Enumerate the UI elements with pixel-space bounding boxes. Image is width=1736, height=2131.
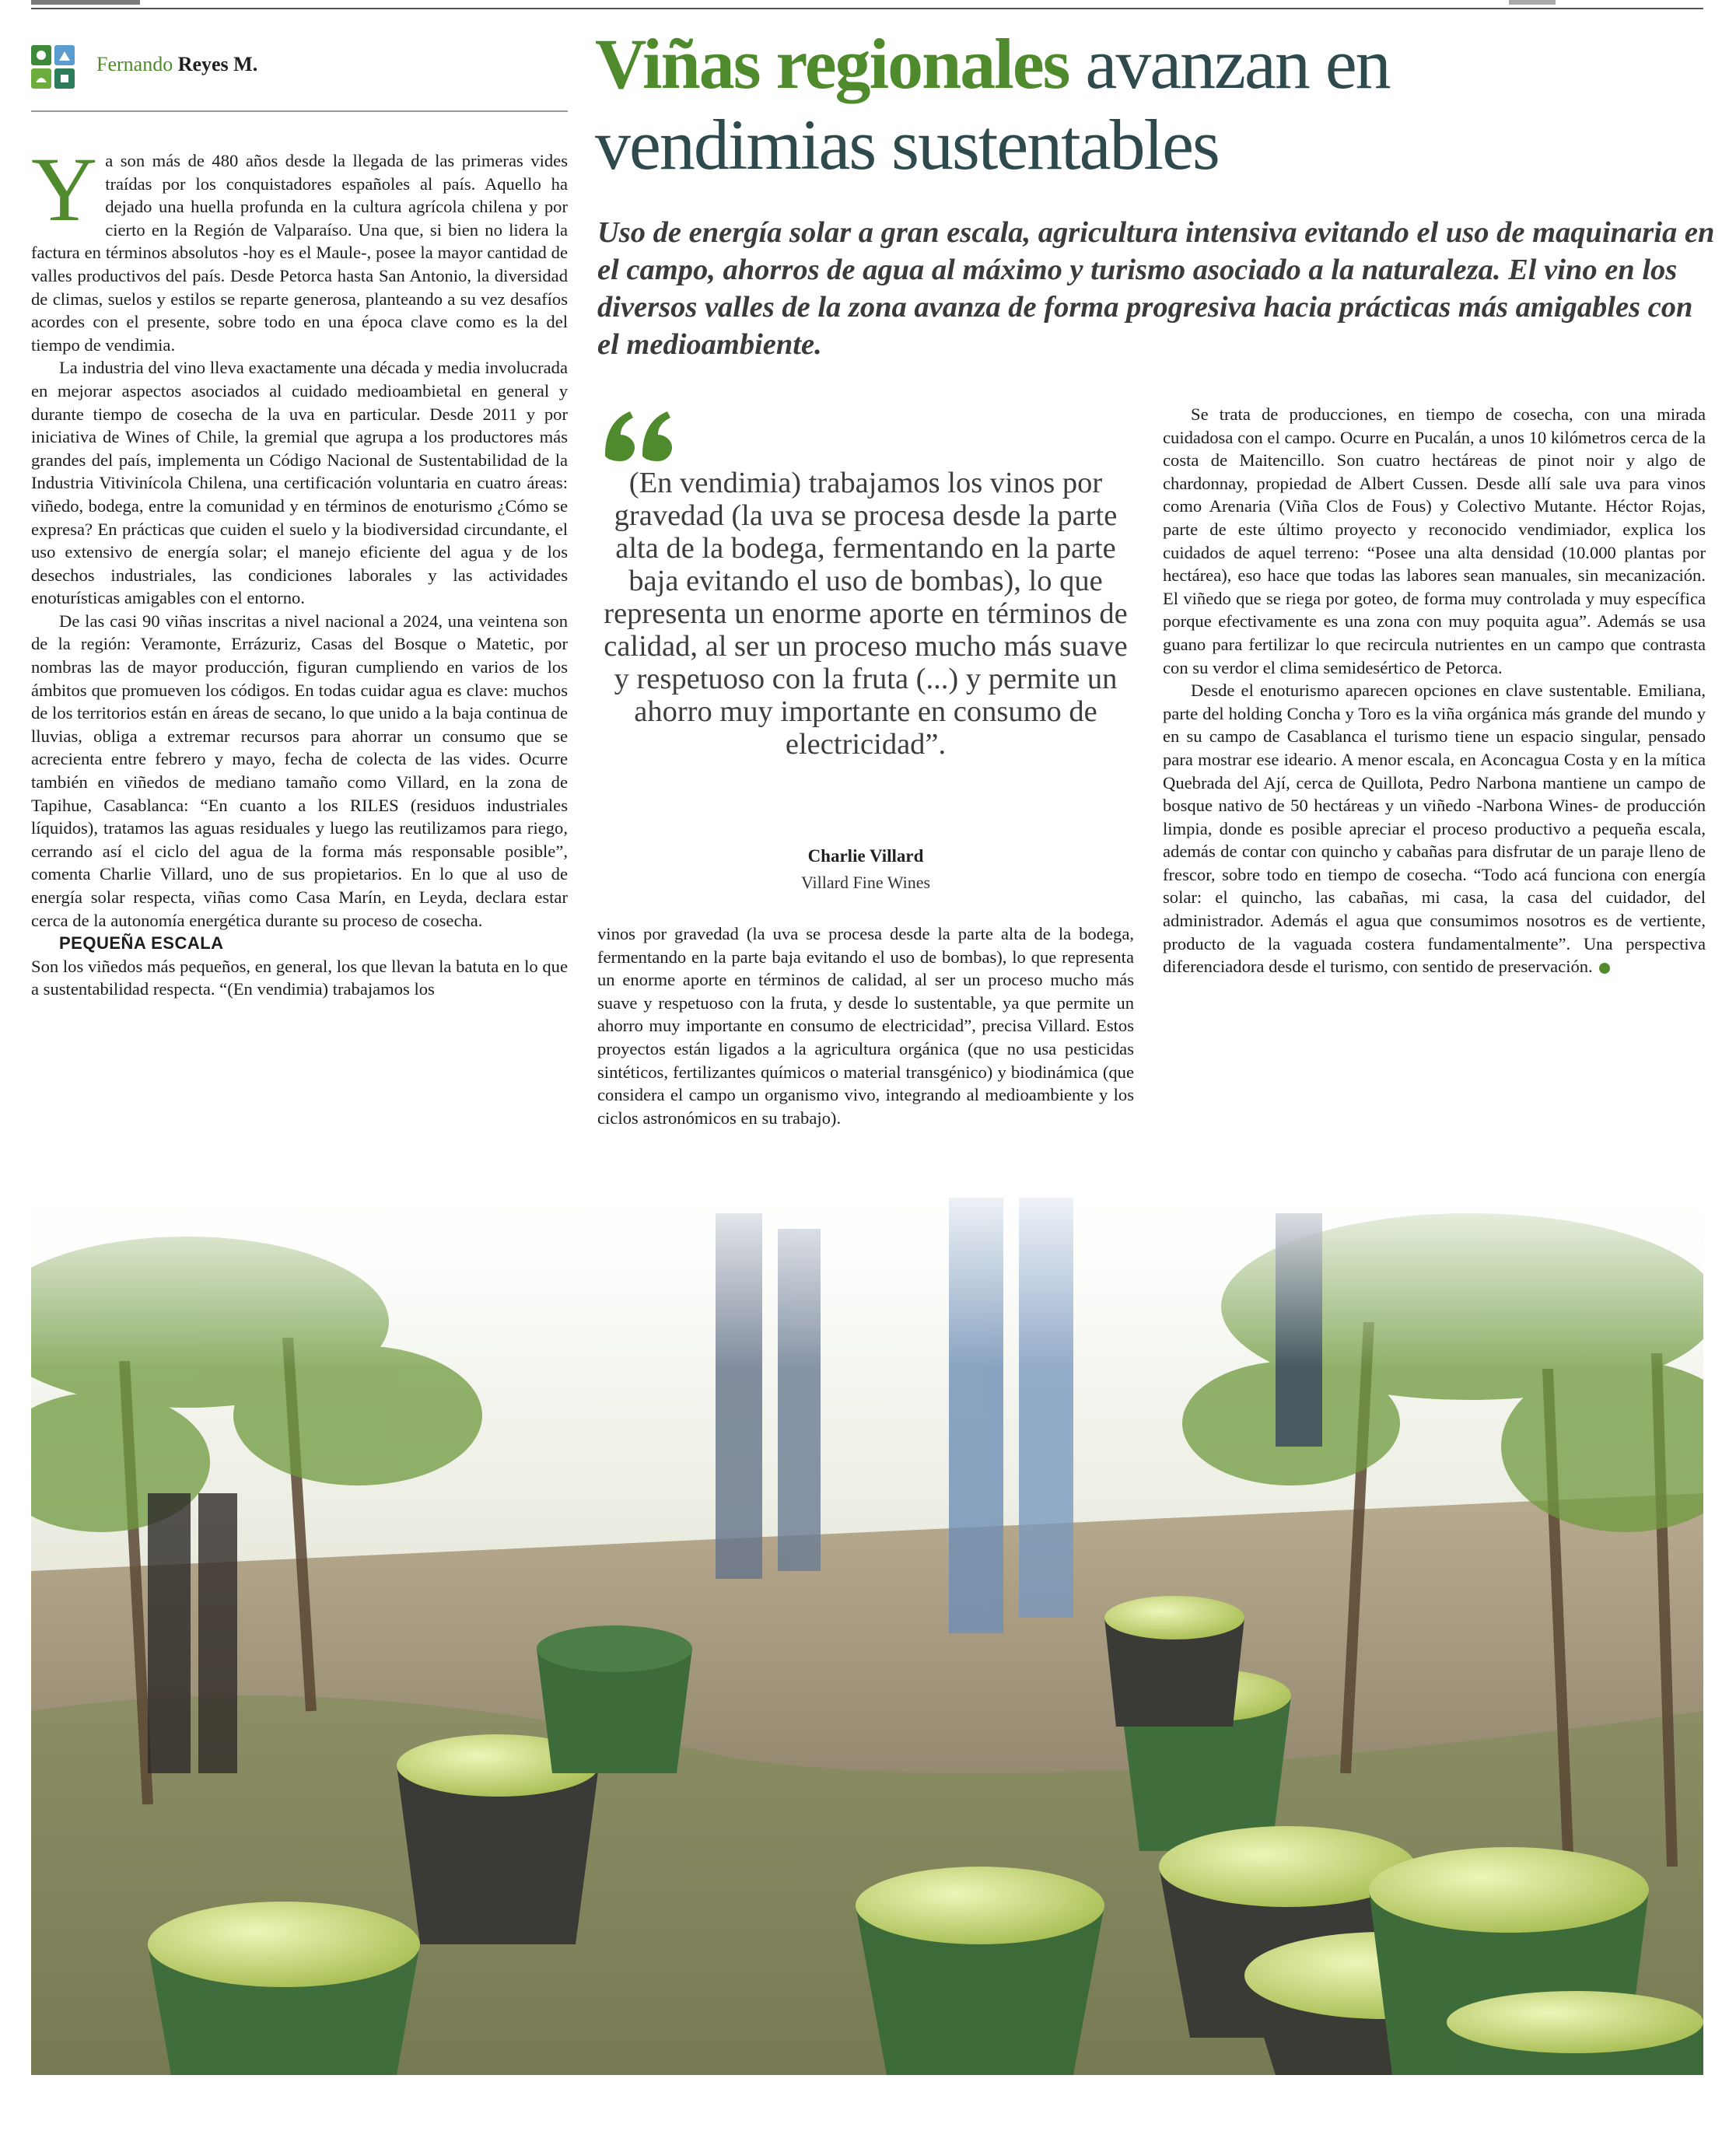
paragraph bbox=[31, 138, 568, 356]
headline-rest: avanzan en bbox=[1069, 24, 1390, 103]
top-mark-right bbox=[1509, 0, 1556, 5]
byline-last: Reyes M. bbox=[177, 53, 258, 75]
top-rule bbox=[31, 8, 1703, 9]
regional-logo-icon bbox=[31, 45, 75, 89]
paragraph: Se trata de producciones, en tiempo de cosecha, con una mirada cuidadosa con el campo. Ocurre en Pucalán, a unos 10 kilómetros cerca de la costa de Maitencillo. Son cuatro hectáreas de pinot noir y algo de chardonnay, propiedad de Albert Cussen. Desde allí sale uva para vinos como Arenaria (Viña Clos de Fous) y Colectivo Mutante. Héctor Rojas, parte de este último proyecto y reconocido vendimiador, explica los cuidados de aquel terreno: “Posee una alta densidad (10.000 plantas por hectárea), eso hace que todas las labores sean manuales, sin mecanización. El viñedo que se riega por goteo, de forma muy controlada y muy específica porque efectivamente es una zona con muy poquita agua”. Además se usa guano para fertilizar lo que recircula nutrientes en un campo que contrasta con su verdor el clima semidesértico de Petorca. bbox=[1163, 404, 1706, 677]
headline-line2: vendimias sustentables bbox=[595, 105, 1219, 184]
byline-name bbox=[96, 53, 257, 76]
deck: Uso de energía solar a gran escala, agricultura intensiva evitando el uso de maquinaria en el campo, ahorros de agua al máximo y turismo asociado a la naturaleza. El vino en los diversos valles de la zona avanza de forma progresiva hacia prácticas más amigables con el medioambiente. bbox=[597, 216, 1715, 361]
column-3 bbox=[1163, 403, 1706, 978]
vineyard-photo bbox=[31, 1167, 1703, 2075]
column-1 bbox=[31, 138, 568, 1001]
top-mark bbox=[31, 0, 140, 5]
end-dot-icon bbox=[1599, 963, 1610, 974]
byline-rule bbox=[31, 110, 568, 112]
paragraph: De las casi 90 viñas inscritas a nivel nacional a 2024, una veintena son de la región: Veramonte, Errázuriz, Casas del Bosque o Matetic, por nombras las de mayor producción, figuran cumpliendo en varios de los ámbitos que promueven los códigos. En todas cuidar agua es clave: muchos de los territorios están en áreas de secano, lo que unido a la baja continua de lluvias, obliga a extremar recursos para ahorrar un consumo que se acrecienta entre febrero y mayo, fecha de colecta de las vides. Ocurre también en viñedos de mediano tamaño como Villard, en la zona de Tapihue, Casablanca: “En cuanto a los RILES (residuos industriales líquidos), tratamos las aguas residuales y luego las reutilizamos para riego, cerrando así el ciclo del agua de la forma más responsable posible”, comenta Charlie Villard, uno de sus propietarios. En lo que al uso de energía solar respecta, viñas como Casa Marín, en Leyda, declara estar cerca de la autonomía energética durante su proceso de cosecha. bbox=[31, 611, 568, 930]
subhead: PEQUEÑA ESCALA bbox=[59, 933, 224, 954]
paragraph bbox=[1163, 679, 1706, 978]
byline bbox=[31, 45, 568, 92]
paragraph: vinos por gravedad (la uva se procesa desde la parte alta de la bodega, fermentando en la parte baja evitando el uso de bombas), lo que representa un enorme aporte en términos de calidad, al ser un proceso mucho más suave y respetuoso con la fruta, y desde lo sustentable, ya que permite un ahorro muy importante en consumo de electricidad”, precisa Villard. Estos proyectos están ligados a la agricultura orgánica (que no usa pesticidas sintéticos, fertilizantes químicos o material transgénico) y biodinámica (que considera el campo un organismo vivo, integrando al medioambiente y los ciclos astronómicos en su trabajo). bbox=[597, 924, 1134, 1128]
headline bbox=[595, 23, 1715, 185]
quote-author: Charlie Villard bbox=[807, 846, 924, 866]
column-2 bbox=[597, 922, 1134, 1129]
byline-first: Fernando bbox=[96, 53, 173, 75]
pull-quote: (En vendimia) trabajamos los vinos por gravedad (la uva se procesa desde la parte alta de la bodega, fermentando en la parte baja evitando el uso de bombas), lo que representa un enorme aporte en términos de calidad, al ser un proceso mucho más suave y respetuoso con la fruta (...) y permite un ahorro muy importante en consumo de electricidad”. bbox=[604, 467, 1128, 761]
headline-highlight: Viñas regionales bbox=[595, 24, 1069, 103]
paragraph: Son los viñedos más pequeños, en general, los que llevan la batuta en lo que a sustentabilidad respecta. “(En vendimia) trabajamos los bbox=[31, 956, 568, 999]
quote-role: Villard Fine Wines bbox=[800, 873, 931, 892]
paragraph: La industria del vino lleva exactamente una década y media involucrada en mejorar aspectos asociados al cuidado medioambietal en general y durante tiempo de cosecha de la uva en particular. Desde 2011 y por iniciativa de Wines of Chile, la gremial que agrupa a los productores más grandes del país, implementa un Código Nacional de Sustentabilidad de la Industria Vitivinícola Chilena, una certificación voluntaria en cuatro áreas: viñedo, bodega, entre la comunidad y en términos de enoturismo ¿Cómo se expresa? En prácticas que cuiden el suelo y la biodiversidad circundante, el uso extensivo de energía solar; el manejo eficiente del agua y de los desechos industriales, las condiciones laborales y las actividades enoturísticas amigables con el entorno. bbox=[31, 358, 568, 608]
paragraph-text: Desde el enoturismo aparecen opciones en clave sustentable. Emiliana, parte del holding Concha y Toro es la viña orgánica más grande del mundo y en su campo de Casablanca el turismo tiene un espacio singular, pensado para mostrar ese ideario. A menor escala, en Aconcagua Costa y en la mítica Quebrada del Ají, cerca de Quillota, Pedro Narbona mantiene un campo de bosque nativo de 50 hectáreas y un viñedo -Narbona Wines- de producción limpia, donde es posible apreciar el proceso productivo a pequeña escala, además de contar con quincho y cabañas para disfrutar de un paraje lleno de frescor, sobre todo en tiempo de cosecha. “Todo acá funciona con energía solar: el quincho, las cabañas, mi casa, la casa del cuidador, del administrador. Además el agua que consumimos nosotros es de vertiente, producto de la vaguada costera fundamentalmente”. Una perspectiva diferenciadora desde el turismo, con sentido de preservación. bbox=[1163, 681, 1706, 977]
vineyard-illustration bbox=[31, 1167, 1703, 2075]
dropcap: Y bbox=[31, 138, 98, 240]
quote-mark-icon bbox=[599, 401, 677, 463]
paragraph-text: a son más de 480 años desde la llegada de las primeras vides traídas por los conquistadores españoles al país. Aquello ha dejado una huella profunda en la cultura agrícola chilena y por cierto en la Región de Valparaíso. Una que, si bien no lidera la factura en términos absolutos -hoy es el Maule-, posee la mayor cantidad de valles productivos del país. Desde Petorca hasta San Antonio, la diversidad de climas, suelos y estilos se reparte generosa, planteando a su vez desafíos acordes con el presente, sobre todo en una época clave como es la del tiempo de vendimia. bbox=[31, 151, 568, 355]
